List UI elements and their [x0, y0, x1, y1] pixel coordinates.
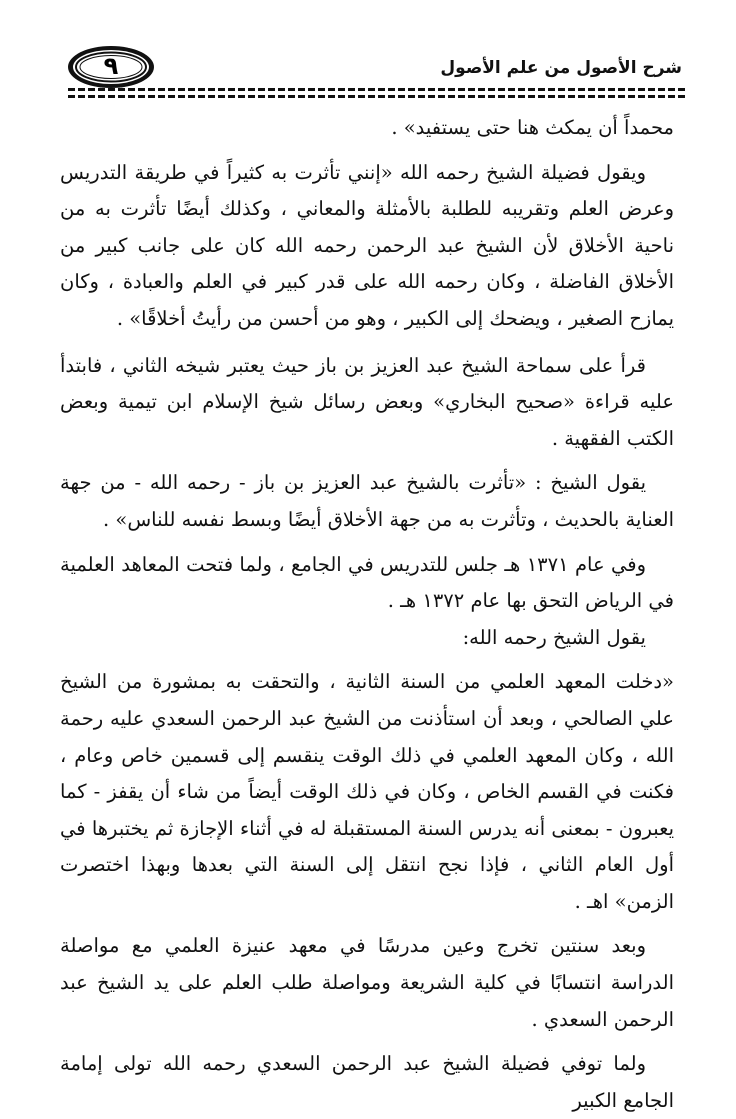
page-number: ٩ — [103, 52, 119, 80]
header-divider-top — [68, 88, 686, 91]
paragraph: يقول الشيخ رحمه الله: — [462, 625, 646, 649]
page-header — [66, 36, 686, 102]
paragraph: ويقول فضيلة الشيخ رحمه الله «إنني تأثرت به كثيراً في طريقة التدريس وعرض العلم وتقريبه للطلبة بالأمثلة والمعاني ، وكذلك أيضًا تأثرت به من ناحية الأخلاق لأن الشيخ عبد الرحمن رحمه الله كان على جانب كبير من الأخلاق الفاضلة ، وكان رحمه الله على قدر كبير في العلم والعبادة ، وكان يمازح الصغير ، ويضحك إلى الكبير ، وهو من أحسن من رأيتُ أخلاقًا» . — [60, 160, 674, 330]
paragraph: ولما توفي فضيلة الشيخ عبد الرحمن السعدي رحمه الله تولى إمامة الجامع الكبير — [60, 1052, 674, 1112]
body-text — [60, 110, 674, 1119]
running-title: شرح الأصول من علم الأصول — [440, 58, 682, 78]
paragraph: قرأ على سماحة الشيخ عبد العزيز بن باز حيث يعتبر شيخه الثاني ، فابتدأ عليه قراءة «صحيح البخاري» وبعض رسائل شيخ الإسلام ابن تيمية وبعض الكتب الفقهية . — [60, 353, 674, 450]
paragraph: وفي عام ١٣٧١ هـ جلس للتدريس في الجامع ، ولما فتحت المعاهد العلمية في الرياض التحق بها عام ١٣٧٢ هـ . — [60, 552, 674, 613]
paragraph: يقول الشيخ : «تأثرت بالشيخ عبد العزيز بن باز - رحمه الله - من جهة العناية بالحديث ، وتأثرت به من جهة الأخلاق أيضًا وبسط نفسه للناس» . — [60, 471, 674, 531]
header-divider-bottom — [68, 95, 686, 98]
paragraph: وبعد سنتين تخرج وعين مدرسًا في معهد عنيزة العلمي مع مواصلة الدراسة انتسابًا في كلية الشريعة ومواصلة طلب العلم على يد الشيخ عبد الرحمن السعدي . — [60, 934, 674, 1031]
quoted-paragraph: «دخلت المعهد العلمي من السنة الثانية ، والتحقت به بمشورة من الشيخ علي الصالحي ، وبعد أن استأذنت من الشيخ عبد الرحمن السعدي عليه رحمة الله ، وكان المعهد العلمي في ذلك الوقت ينقسم إلى قسمين خاص وعام ، فكنت في القسم الخاص ، وكان في ذلك الوقت أيضاً من شاء أن يقفز - كما يعبرون - بمعنى أنه يدرس السنة المستقبلة له في أثناء الإجازة ثم يختبرها في أول العام الثاني ، فإذا نجح انتقل إلى السنة التي بعدها وبهذا اختصرت الزمن» اهـ . — [60, 670, 674, 913]
paragraph: محمداً أن يمكث هنا حتى يستفيد» . — [391, 116, 674, 139]
